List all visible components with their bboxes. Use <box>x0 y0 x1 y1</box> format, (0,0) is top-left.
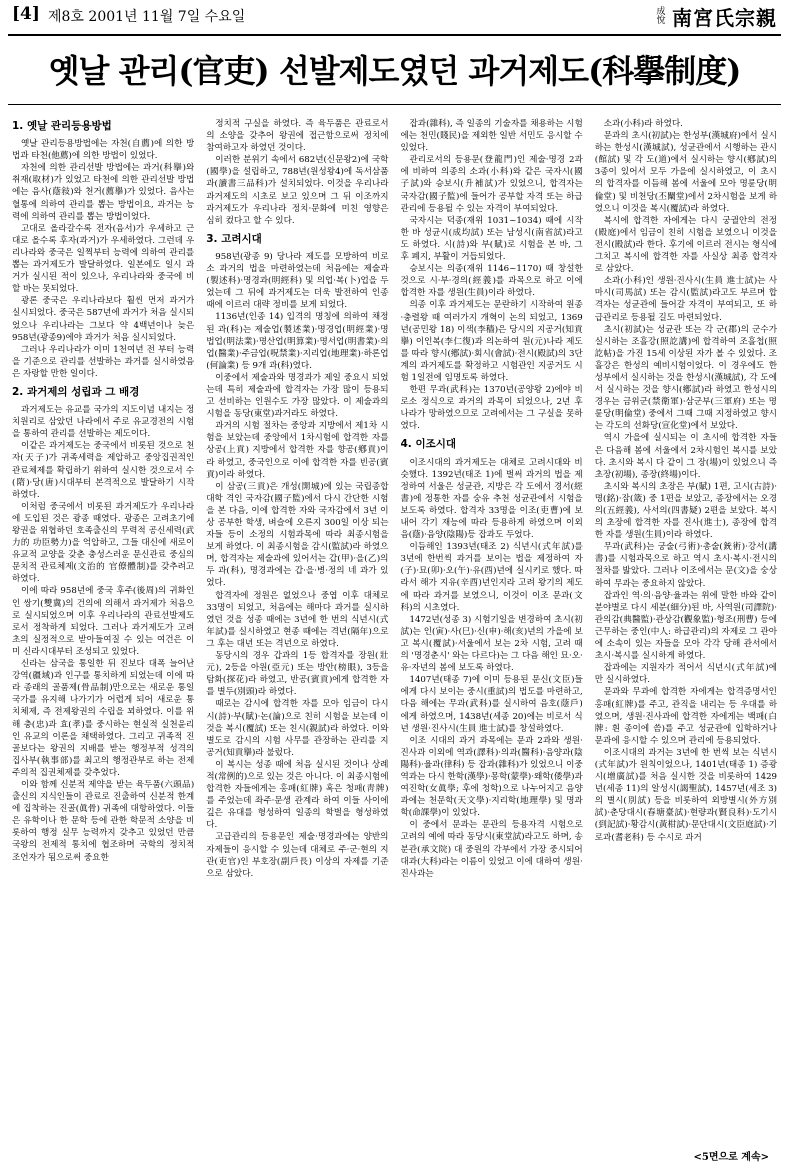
article-paragraph: 문과와 무과에 합격한 자에게는 합격증명서인 홍패(紅牌)를 주고, 관직을 내리는 등 우대를 하였으며, 생원·진사과에 합격한 자에게는 백패(白牌: 흰 종이에 씀)를 주고 성균관에 입학하거나 문과에 응시할 수 있으며 관리에 등용되었다. <box>594 687 777 746</box>
article-paragraph: 이조 시대의 과거 과목에는 문과 2과와 생원·진사과 이외에 역과(譯科)·의과(醫科)·음양과(陰陽科)·율과(律科) 등 잡과(雜科)가 있었으니 이중 역과는 다시 한학(漢學)·몽학(蒙學)·왜학(倭學)과 여진학(女眞學; 후에 청학)으로 나누어지고 음양과에는 천문학(天文學)·지리학(地理學) 및 명과학(命課學)이 있었다. <box>400 735 583 819</box>
article-column-2 <box>206 118 388 1140</box>
article-paragraph: 관리로서의 등용문(登龍門)인 제술·명경 2과에 비하여 의종의 소과(小科)와 같은 국자시(國子試)와 승보시(升補試)가 있었으니, 합격자는 국자감(國子監)에 들어가 공부할 자격 또는 하급관리에 등용될 수 있는 자격이 부여되었다. <box>400 155 583 214</box>
article-paragraph: 의종 이후 과거제도는 문란하기 시작하여 원종·충렬왕 때 여러가지 개혁이 논의 되었고, 1369년(공민왕 18) 이색(李穡)은 당시의 지공거(知貢擧) 이인복(李仁復)과 의논하여 원(元)나라 제도를 따라 향시(鄕試)·회시(會試)·전시(殿試)의 3단계의 과거제도를 확정하고 시험관인 지공거도 시험 1일전에 임명토록 하였다. <box>400 300 583 383</box>
article-headline: 옛날 관리(官吏) 선발제도였던 과거제도(科擧制度) <box>8 40 781 105</box>
article-paragraph: 무과(武科)는 궁술(弓術)·총술(銃術)·강서(講書)를 시험과목으로 하고 역시 초시·복시·전시의 절차를 밟았다. 그러나 이조에서는 문(文)을 숭상하여 무과는 중요하지 않았다. <box>594 542 777 589</box>
article-paragraph: 과거제도는 유교를 국가의 지도이념 내지는 정치원리로 삼았던 나라에서 주로 유교경전의 시험을 통하여 관리를 선발하는 제도이다. <box>12 405 195 440</box>
article-column-1 <box>12 118 194 1140</box>
article-paragraph: 잡과에는 지원자가 적어서 식년시(式年試)에만 실시하였다. <box>594 663 777 686</box>
page-number: [4] <box>12 4 40 24</box>
article-paragraph: 이 중에서 문과는 문관의 등용자격 시험으로 고려의 예에 따라 동당시(東堂試)라고도 하며, 송분관(承文院) 대 중원의 각부에서 가장 중시되어 대과(大科)라는 이름이 있었고 이에 대하여 생원·진사과는 <box>400 820 583 879</box>
article-paragraph: 이조시대의 과거는 3년에 한 번씩 보는 식년시(式年試)가 원칙이었으나, 1401년(태종 1) 증광시(增廣試)를 처음 실시한 것을 비롯하여 1429년(세종 11)의 알성시(謁聖試), 1457년(세조 3)의 별시(別試) 등을 비롯하여 외방별시(外方別試)·춘당대시(春塘臺試)·현량과(賢良科)·도기시(到記試)·황감시(黃柑試)·문단대시(文臣庭試)·기로과(耆老科) 등 수시로 과거 <box>594 747 777 843</box>
section-heading: 1. 옛날 관리등용방법 <box>12 120 112 132</box>
article-paragraph: 그러나 우리나라가 이미 1천여년 전 부터 능력을 기준으로 관리를 선발하는 과거를 실시하였음은 자랑할 만한 일이다. <box>12 344 195 379</box>
article-paragraph: 이 삼공(三貢)은 개성(開城)에 있는 국립종합대학 격인 국자감(國子監)에서 다시 간단한 시험을 본 다음, 이에 합격한 자와 국자감에서 3년 이상 공부한 학생, 벼슬에 오른지 300일 이상 되는 자들 등이 소정의 시험과목에 따라 최종시험을 보게 하였다. 이 최종시험을 감시(監試)라 하였으며, 합격자는 제술과에 있어서는 갑(甲)·을(乙)의 두 과(科), 명경과에는 갑·을·병·정의 네 과가 있었다. <box>206 481 389 589</box>
article-paragraph: 과거의 시험 절차는 중앙과 지방에서 제1차 시험을 보았는데 중앙에서 1차시험에 합격한 자를 상공(上貢) 지방에서 합격한 자를 향공(鄕貢)이라 하였고, 중국인으로 이에 합격한 자를 빈공(賓貢)이라 하였다. <box>206 421 389 480</box>
article-paragraph: 958년(광종 9) 당나라 제도를 모방하여 비로소 과거의 법을 마련하였는데 처음에는 제술과(製述科)·명경과(明經科) 및 의업·복(卜)업을 두었는데 그 뒤에 과거제도는 더욱 발전하여 인종 때에 이르러 대략 정비를 보게 되었다. <box>206 251 389 311</box>
article-paragraph: 고대로 올라갈수록 전자(음서)가 우세하고 근대로 올수록 후자(과거)가 우세하였다. 그런데 우리나라와 중국은 일찍부터 능력에 의하여 관리를 뽑는 과거제도가 발달하였다. 일본에도 일시 과거가 실시된 적이 있으나, 우리나라와 중국에 비할 바는 못되었다. <box>12 223 195 295</box>
masthead <box>8 0 781 36</box>
clan-small-text: 成悅 <box>656 6 666 26</box>
article-paragraph: 국자시는 덕종(재위 1031~1034) 때에 시작한 바 성균시(成均試) 또는 남성시(南省試)라고도 하였다. 시(詩)와 부(賦)로 시험을 본 바, 그 후 폐지, 부활이 거듭되었다. <box>400 215 583 263</box>
article-paragraph: 한편 무과(武科)는 1370년(공양왕 2)에야 비로소 정식으로 과거의 과목이 되었으나, 2년 후 나라가 망하였으므로 고려에서는 그 구실을 못하였다. <box>400 385 583 432</box>
section-heading: 3. 고려시대 <box>206 232 262 245</box>
article-column-4 <box>595 118 777 1140</box>
article-paragraph: 동당시의 경우 갑과의 1등 합격자를 장원(壯元), 2등을 아원(亞元) 또는 방안(榜眼), 3등을 탐화(探花)라 하였고, 반공(賓貢)에게 합격한 자를 별두(別頭)라 하였다. <box>206 651 389 698</box>
clan-name <box>656 2 777 31</box>
article-paragraph: 소과(小科)라 하였다. <box>603 119 683 129</box>
section-heading: 4. 이조시대 <box>400 438 457 451</box>
article-paragraph: 고급관리의 등용문인 제술·명경과에는 양반의 자제들이 응시할 수 있는데 대체로 주·군·현의 지관(吏官)인 부호장(副戶長) 이상의 자제를 기준으로 삼았다. <box>206 832 389 879</box>
article-column-3 <box>401 118 583 1140</box>
article-paragraph: 이러한 분위기 속에서 682년(신문왕2)에 국학(國學)을 설립하고, 788년(원성왕4)에 독서삼품과(讀書三品科)가 설치되었다. 이것을 우리나라 과거제도의 시초로 보고 있으며 그 뒤 이조까지 과거제도가 우리나라 정치·문화에 미친 영향은 심히 컸다고 할 수 있다. <box>206 155 389 226</box>
article-paragraph: 합격자에 정원은 없었으나 중엽 이후 대체로 33명이 되었고, 처음에는 해마다 과거를 실시하였던 것을 성종 때에는 3년에 한 번의 식년시(式年試)를 실시하였고 현종 때에는 격년(隔年)으로 그 후는 대년 또는 격년으로 하였다. <box>206 590 389 649</box>
article-paragraph: 자천에 의한 관리선발 방법에는 과거(科擧)와 취재(取材)가 있었고 타천에 의한 관리선발 방법에는 음사(蔭敍)와 천거(薦擧)가 있었다. 음사는 혈통에 의하여 관리를 뽑는 방법이요, 과거는 능력에 의하여 관리를 뽑는 방법이었다. <box>12 163 195 222</box>
article-paragraph: 정치적 구실을 하였다. 즉 육두품은 관료로서의 소양을 갖추어 왕권에 접근함으로써 정치에 참여하고자 하였던 것이다. <box>206 119 389 154</box>
section-heading: 2. 과거제의 성립과 그 배경 <box>12 385 140 398</box>
article-paragraph: 광론 중국은 우리나라보다 훨씬 먼저 과거가 실시되었다. 중국은 587년에 과거가 처음 실시되었으나 우리나라는 그보다 약 4백년이나 늦은 958년(광종9)에야 과거가 처음 실시되었다. <box>12 296 195 343</box>
article-paragraph: 잡과인 역·의·음양·율과는 위에 말한 바와 같이 분야별로 다시 세분(細分)된 바, 사역원(司譯院)·관의감(典醫監)·관상감(觀象監)·형조(刑曹) 등에 근무하는 중인(中人: 하급관리)의 자제로 그 관아에 소속이 있는 자들을 모아 각각 당해 관서에서 초시·복시를 실시하게 하였다. <box>594 590 777 662</box>
article-paragraph: 승보시는 의종(재위 1146~1170) 때 창설한 것으로 시·부·경의(經義)를 과목으로 하고 이에 합격한 자를 생원(生員)이라 하였다. <box>400 264 583 299</box>
article-paragraph: 초시(初試)는 성균관 또는 각 군(郡)의 군수가 실시하는 조흘강(照訖講)에 합격하여 조흘첩(照訖帖)을 가진 15세 이상된 자가 볼 수 있었다. 조흘강은 한성의 예비시험이었다. 이 경우에도 한성부에서 실시하는 것을 한성시(漢城試), 각 도에서 실시하는 것을 향시(鄕試)라 하였고 한성시의 경우는 금위군(禁衛軍)·삼군부(三軍府) 또는 명륜당(明倫堂) 중에서 그때 그때 지정하였고 향시는 각도의 선화당(宣化堂)에서 보았다. <box>594 324 777 432</box>
continuation-note: <5면으로 계속> <box>693 1152 769 1163</box>
article-paragraph: 문과의 초시(初試)는 한성부(漢城府)에서 실시하는 한성시(漢城試), 성균관에서 시행하는 관시(館試) 및 각 도(道)에서 실시하는 향시(鄕試)의 3종이 있어서 모두 가을에 실시하였고, 이 초시의 합격자를 이듬해 봄에 서울에 모아 명륜당(明倫堂) 및 비천당(丕闡堂)에서 2차시험을 보게 하였으니 이것을 복시(覆試)라 하였다. <box>594 131 777 214</box>
article-paragraph: 이에 따라 958년에 중국 후주(後周)의 귀화인인 쌍기(雙冀)의 건의에 의해서 과거제가 처음으로 실시되었으며 이후 우리나라의 관료선발제도로서 정착하게 되었다. 그러나 과거제도가 고려초의 실정적으로 받아들여질 수 있는 여건은 이미 신라시대부터 조성되고 있었다. <box>12 586 195 657</box>
clan-title: 南宮氏宗親 <box>672 6 777 30</box>
article-paragraph: 이처럼 중국에서 비롯된 과거제도가 우리나라에 도입된 것은 광종 때였다. 광종은 고려초기에 왕권을 위협하던 호족출신의 무력적 공신세력(武力的 功臣勢力)을 억압하고, 그들 대신에 새로이 유교적 교양을 갖춘 충성스러운 문신관료 중심의 문치적 관료체제(文治的 官僚體制)를 갖추려고 하였다. <box>12 501 195 585</box>
article-paragraph: 이와 함께 신분적 제약을 받는 육두품(六頭品) 출신의 지식인들이 관료로 진출하여 신분적 한계에 집착하는 진골(眞骨) 귀족에 대항하였다. 이들은 유학이나 한 문학 등에 관한 학문적 소양을 비롯하여 행정 실무 능력까지 갖추고 있었던 만큼 국왕의 전제적 통치에 협조하며 국학의 정치적 조언자가 됨으로써 중요한 <box>12 779 195 863</box>
article-columns <box>12 118 777 1140</box>
article-paragraph: 역시 가을에 실시되는 이 초시에 합격한 자들은 다음해 봄에 서울에서 2차시험인 복시를 보았다. 초시와 복시 다 같이 그 장(場)이 있었으니 즉 초장(初場), 종장(終場)이다. <box>594 433 777 480</box>
article-paragraph: 1472년(성종 3) 시험기일을 변경하여 초시(初試)는 인(寅)·사(巳)·신(申)·해(亥)년의 가을에 보고 복시(覆試)·서울에서 보는 2차 시험, 고려 때의 '명경춘시' 와는 다르다)는 그 다음 해인 묘·오·유·자년의 봄에 보도록 하였다. <box>400 614 583 674</box>
article-paragraph: 1136년(인종 14) 입격의 명칭에 의하여 채정된 과(科)는 제술업(製述業)·명경업(明經業)·명법업(明法業)·명산업(明算業)·명서업(明書業)·의업(醫業)·주금업(呪禁業)·지리업(地理業)·하론업(何論業) 등 9개 과(科)였다. <box>206 312 389 371</box>
article-paragraph: 1407년(태종 7)에 이미 등용된 문신(文臣)들에게 다시 보이는 중시(重試)의 법도를 마련하고, 다음 해에는 무과(武科)를 실시하여 음호(蔭戶)에게 하였으며, 1438년(세종 20)에는 비로서 식년 생원·진사시(生員 進士試)를 창설하였다. <box>400 675 583 734</box>
article-paragraph: 신라는 삼국을 통일한 뒤 진보다 대폭 늘어난 강역(疆域)과 인구를 통치하게 되었는데 이에 따라 종래의 골품제(骨品制)만으로는 새로운 통일국가를 유지해 나가기가 어렵게 되어 새로운 통치체제, 즉 전제왕권의 수립을 꾀하였다. 이를 위해 충(忠)과 효(孝)를 중시하는 현실적 실천윤리인 유교의 이론을 채택하였다. 그리고 귀족적 진골보다는 왕권의 지배를 받는 행정부적 성격의 집사부(執事部)를 최고의 행정관부로 하는 전제주의적 집권체제를 갖추었다. <box>12 659 195 778</box>
article-paragraph: 이듬해인 1393년(태조 2) 식년시(式年試)를 3년에 한번씩 과거를 보이는 법을 제정하여 자(子)·묘(卯)·오(午)·유(酉)년에 실시키로 했다. 따라서 해가 지유(辛酉)년인지라 고려 왕기의 제도에 따라 과거를 보였으니, 이것이 이조 문과(文科)의 시초였다. <box>400 542 583 613</box>
article-paragraph: 옛날 관리등용방법에는 자천(自薦)에 의한 방법과 타천(他薦)에 의한 방법이 있었다. <box>12 139 195 162</box>
article-paragraph: 초시와 복시의 초장은 부(賦) 1편, 고시(古詩)·명(銘)·잠(箴) 중 1편을 보았고, 종장에서는 오경의(五經義), 사서의(四書疑) 2편을 보았다. 복시의 초장에 합격한 자를 진사(進士), 종장에 합격한 자를 생원(生員)이라 하였다. <box>594 481 777 541</box>
article-paragraph: 잡과(雜科), 즉 일종의 기술자를 채용하는 시험에는 천민(賤民)을 제외한 일반 서민도 응시할 수 있었다. <box>400 119 583 154</box>
article-paragraph: 이같은 과거제도는 중국에서 비롯된 것으로 천자(天子)가 귀족세력을 제압하고 중앙집권적인 관료체제를 확립하기 위하여 실시한 것으로서 수(隋)·당(唐)시대부터 본격적으로 발달하기 시작하였다. <box>12 441 195 500</box>
article-paragraph: 때로는 감시에 합격한 자를 모아 임금이 다시 시(詩)·부(賦)·논(論)으로 친히 시험을 보는데 이것을 복시(覆試) 또는 친시(親試)라 하였다. 이와 별도로 감시의 시험 사무를 관장하는 관리를 지공거(知貢擧)라 불렀다. <box>206 699 389 758</box>
article-paragraph: 이조시대의 과거제도는 대체로 고려시대와 비슷했다. 1392년(태조 1)에 벌써 과거의 법을 제정하여 서울은 성균관, 지방은 각 도에서 경서(經書)에 정통한 자를 숭유 추천 성균관에서 시험을 보도록 하였다. 합격자 33명을 이조(吏曹)에 보내어 각기 재능에 따라 등용하게 하였으며 이외 음(蔭)·음양(陰陽)등 잡과도 두었다. <box>400 457 583 541</box>
article-paragraph: 이 복시는 성종 때에 처음 실시된 것이나 상례적(常例的)으로 있는 것은 아니다. 이 최종시험에 합격한 자들에게는 홍패(紅牌) 혹은 청패(靑牌)를 주었는데 좌주·문생 관계라 하여 이들 사이에 깊은 유대를 형성하여 일종의 학벌을 형성하였다. <box>206 759 389 831</box>
article-paragraph: 소과(小科)인 생원·진사시(生員 進士試)는 사마시(司馬試) 또는 감시(監試)라고도 부르며 합격자는 성균관에 들어갈 자격이 부여되고, 또 하급관리로 등용될 길도 마련되었다. <box>594 276 777 323</box>
article-paragraph: 복시에 합격한 자에게는 다시 궁궐안의 전정(殿庭)에서 임금이 친히 시험을 보였으니 이것을 전시(殿試)라 한다. 후기에 이르러 전시는 형식에 그치고 복시에 합격한 자를 사실상 최종 합격자로 삼았다. <box>594 215 777 275</box>
issue-info: 제8호 2001년 11월 7일 수요일 <box>48 9 246 25</box>
article-paragraph: 이중에서 제술과와 명경과가 제일 중요시 되었는데 특히 제술과에 합격자는 가장 많이 등용되고 선비하는 인원수도 가장 많았다. 이 제술과의 시험을 동당(東堂)과거라도 하였다. <box>206 372 389 420</box>
